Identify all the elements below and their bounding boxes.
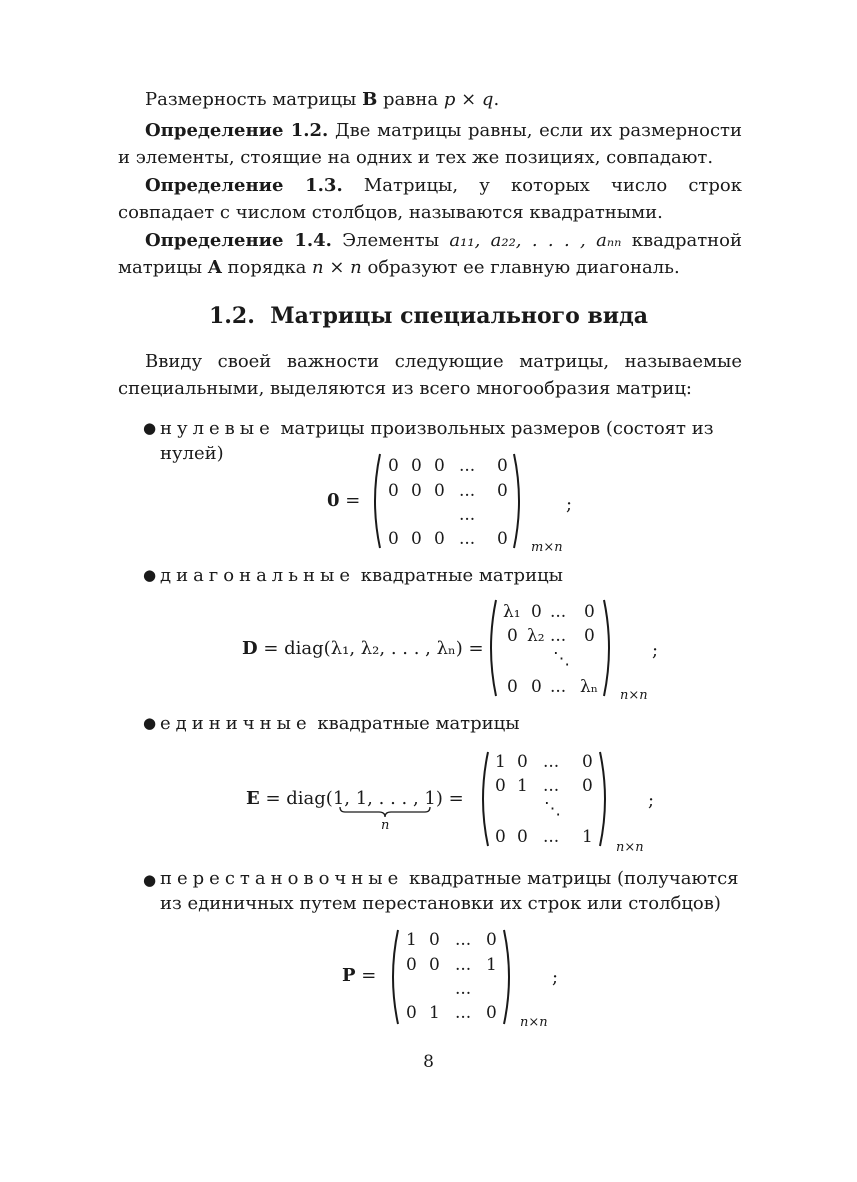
matrix-cell: ... <box>455 1003 472 1023</box>
left-paren-icon <box>476 750 490 848</box>
matrix-cell: 0 <box>507 677 518 697</box>
matrix-size: n×n <box>520 1015 548 1030</box>
right-paren-icon <box>512 452 526 550</box>
left-paren-icon <box>368 452 382 550</box>
matrix-cell: 0 <box>531 602 542 622</box>
matrix-cell: 1 <box>429 1003 440 1023</box>
matrix-cell: 0 <box>517 827 528 847</box>
matrix-cell: 0 <box>434 481 445 501</box>
matrix-cell: 0 <box>429 930 440 950</box>
matrix-size: n×n <box>620 688 648 703</box>
matrix-cell: 0 <box>388 456 399 476</box>
text-matrix-b-dimension: Размерность матрицы B равна p × q. <box>145 89 500 110</box>
definition-1-2: Определение 1.2. Две матрицы равны, если их размерности и элементы, стоящие на одних и тех же позициях, совпадают. <box>118 120 742 168</box>
underbrace-icon <box>339 806 431 818</box>
bullet-icon: ● <box>143 871 157 889</box>
matrix-cell: λ₁ <box>503 602 521 622</box>
matrix-cell: ... <box>459 529 476 549</box>
matrix-cell: 1 <box>517 776 528 796</box>
left-paren-icon <box>484 598 498 698</box>
matrix-cell: 0 <box>495 776 506 796</box>
matrix-cell: 0 <box>495 827 506 847</box>
matrix-cell: λₙ <box>580 677 599 697</box>
matrix-size: n×n <box>616 840 644 855</box>
matrix-cell: ⋱ <box>544 799 561 819</box>
matrix-cell: λ₂ <box>527 626 545 646</box>
definition-1-3: Определение 1.3. Матрицы, у которых число строк совпадает с числом столбцов, называются квадратными. <box>118 175 742 223</box>
matrix-cell: ... <box>543 827 560 847</box>
list-item-zero: нулевые матрицы произвольных размеров (состоят из нулей) <box>160 418 714 464</box>
section-heading: 1.2. Матрицы специального вида <box>208 303 649 329</box>
matrix-cell: 0 <box>486 1003 497 1023</box>
matrix-cell: ... <box>459 456 476 476</box>
matrix-cell: 0 <box>531 677 542 697</box>
matrix-cell: 0 <box>406 955 417 975</box>
matrix-cell: 1 <box>582 827 593 847</box>
matrix-cell: 1 <box>495 752 506 772</box>
matrix-cell: 0 <box>411 481 422 501</box>
matrix-cell: ... <box>455 930 472 950</box>
matrix-cell: 0 <box>582 776 593 796</box>
matrix-cell: 0 <box>434 456 445 476</box>
matrix-cell: 1 <box>406 930 417 950</box>
right-paren-icon <box>502 928 516 1026</box>
matrix-cell: ... <box>550 626 567 646</box>
matrix-cell: 0 <box>406 1003 417 1023</box>
matrix-cell: 0 <box>497 529 508 549</box>
bullet-icon: ● <box>143 714 157 732</box>
matrix-cell: 0 <box>582 752 593 772</box>
matrix-cell: 0 <box>388 481 399 501</box>
matrix-cell: ⋱ <box>553 649 570 669</box>
definition-1-4: Определение 1.4. Элементы a₁₁, a₂₂, . . . , aₙₙ квадратной матрицы A порядка n × n образуют ее главную диагональ. <box>118 230 743 278</box>
matrix-cell: ... <box>459 505 476 525</box>
page-number: 8 <box>423 1052 434 1072</box>
matrix-cell: 0 <box>497 481 508 501</box>
matrix-cell: 0 <box>429 955 440 975</box>
list-item-unit: единичные квадратные матрицы <box>160 713 520 734</box>
list-item-permutation: перестановочные квадратные матрицы (получаются из единичных путем перестановки их строк или столбцов) <box>160 868 739 914</box>
matrix-cell: ... <box>455 955 472 975</box>
right-paren-icon <box>602 598 616 698</box>
left-paren-icon <box>386 928 400 1026</box>
matrix-cell: 0 <box>434 529 445 549</box>
bullet-icon: ● <box>143 566 157 584</box>
matrix-size: m×n <box>531 540 563 555</box>
bullet-icon: ● <box>143 419 157 437</box>
matrix-cell: ... <box>455 979 472 999</box>
matrix-cell: 0 <box>411 456 422 476</box>
matrix-cell: ... <box>550 602 567 622</box>
matrix-cell: ... <box>543 752 560 772</box>
matrix-cell: 1 <box>486 955 497 975</box>
list-item-diagonal: диагональные квадратные матрицы <box>160 565 563 586</box>
matrix-cell: ... <box>550 677 567 697</box>
matrix-cell: ... <box>459 481 476 501</box>
matrix-cell: 0 <box>584 626 595 646</box>
matrix-cell: 0 <box>517 752 528 772</box>
matrix-cell: 0 <box>411 529 422 549</box>
intro-paragraph: Ввиду своей важности следующие матрицы, называемые специальными, выделяются из всего многообразия матриц: <box>118 351 742 399</box>
matrix-cell: 0 <box>507 626 518 646</box>
underbrace-label: n <box>381 818 390 833</box>
matrix-cell: 0 <box>497 456 508 476</box>
matrix-cell: 0 <box>584 602 595 622</box>
matrix-cell: 0 <box>388 529 399 549</box>
matrix-cell: ... <box>543 776 560 796</box>
matrix-cell: 0 <box>486 930 497 950</box>
right-paren-icon <box>598 750 612 848</box>
